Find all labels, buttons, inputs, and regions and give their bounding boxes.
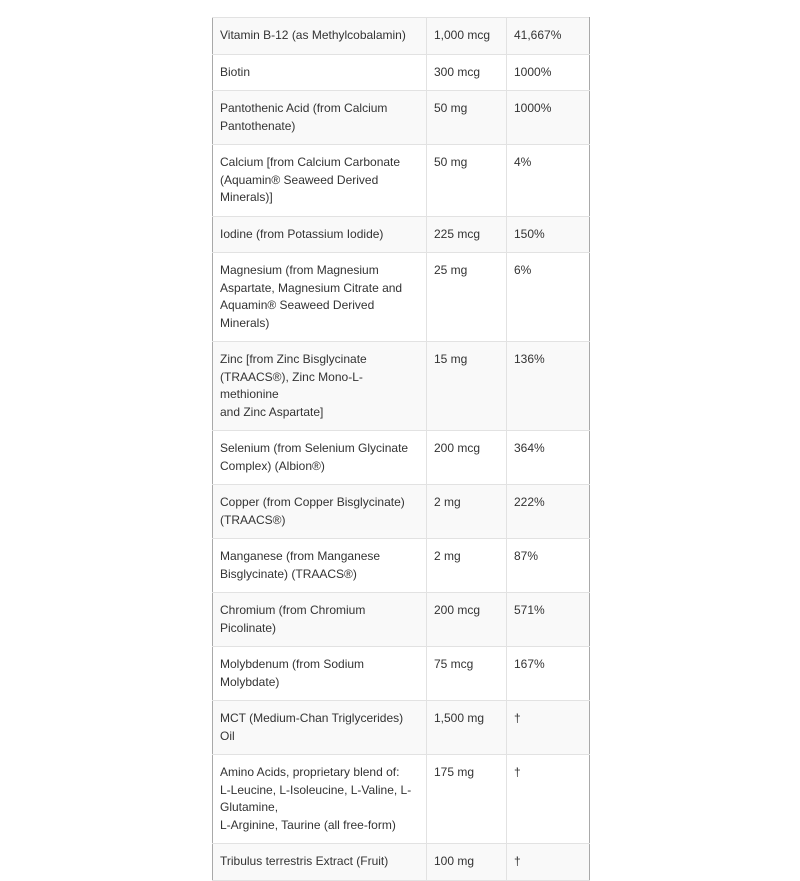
daily-value: 167% bbox=[514, 657, 545, 671]
amount-cell bbox=[427, 216, 507, 253]
table-row bbox=[213, 216, 590, 253]
amount-value: 1,500 mg bbox=[434, 711, 485, 725]
ingredient-name-cell bbox=[213, 755, 427, 844]
table-row bbox=[213, 701, 590, 755]
daily-value-cell bbox=[507, 216, 590, 253]
ingredient-name-cell bbox=[213, 701, 427, 755]
amount-value: 200 mcg bbox=[434, 603, 481, 617]
daily-value-cell bbox=[507, 253, 590, 342]
table-row bbox=[213, 539, 590, 593]
daily-value: 136% bbox=[514, 352, 545, 366]
daily-value: 4% bbox=[514, 155, 532, 169]
daily-value-cell bbox=[507, 485, 590, 539]
amount-cell bbox=[427, 485, 507, 539]
amount-cell bbox=[427, 342, 507, 431]
supplement-facts-table-container bbox=[212, 17, 589, 881]
ingredient-name: Calcium [from Calcium Carbonate (Aquamin® Seaweed Derived Minerals)] bbox=[220, 155, 401, 204]
daily-value-cell bbox=[507, 145, 590, 217]
amount-value: 200 mcg bbox=[434, 441, 481, 455]
table-row bbox=[213, 844, 590, 881]
amount-value: 50 mg bbox=[434, 155, 468, 169]
table-row bbox=[213, 485, 590, 539]
daily-value-cell bbox=[507, 54, 590, 91]
daily-value-cell bbox=[507, 755, 590, 844]
amount-cell bbox=[427, 18, 507, 55]
amount-value: 25 mg bbox=[434, 263, 468, 277]
amount-cell bbox=[427, 647, 507, 701]
amount-cell bbox=[427, 593, 507, 647]
daily-value: 364% bbox=[514, 441, 545, 455]
daily-value: † bbox=[514, 711, 521, 725]
amount-value: 175 mg bbox=[434, 765, 475, 779]
amount-cell bbox=[427, 755, 507, 844]
ingredient-name-cell bbox=[213, 91, 427, 145]
supplement-facts-table bbox=[212, 17, 590, 881]
table-row bbox=[213, 18, 590, 55]
ingredient-name-cell bbox=[213, 18, 427, 55]
ingredient-name: Iodine (from Potassium Iodide) bbox=[220, 226, 384, 241]
daily-value: 6% bbox=[514, 263, 532, 277]
daily-value: 150% bbox=[514, 226, 545, 241]
ingredient-name-cell bbox=[213, 145, 427, 217]
daily-value: 222% bbox=[514, 495, 545, 509]
amount-cell bbox=[427, 701, 507, 755]
daily-value-cell bbox=[507, 18, 590, 55]
amount-value: 225 mcg bbox=[434, 226, 481, 241]
ingredient-name-cell bbox=[213, 216, 427, 253]
daily-value-cell bbox=[507, 342, 590, 431]
amount-value: 300 mcg bbox=[434, 64, 481, 79]
amount-value: 1,000 mcg bbox=[434, 28, 491, 42]
table-row bbox=[213, 54, 590, 91]
amount-cell bbox=[427, 844, 507, 881]
ingredient-name-cell bbox=[213, 539, 427, 593]
ingredient-name-cell bbox=[213, 844, 427, 881]
ingredient-name: Amino Acids, proprietary blend of: L-Leucine, L-Isoleucine, L-Valine, L- Glutamine, L-Arginine, Taurine (all free-form) bbox=[220, 765, 412, 832]
amount-value: 15 mg bbox=[434, 352, 468, 366]
ingredient-name: Zinc [from Zinc Bisglycinate (TRAACS®), Zinc Mono-L-methionine and Zinc Aspartate] bbox=[220, 352, 367, 419]
ingredient-name-cell bbox=[213, 647, 427, 701]
daily-value: 41,667% bbox=[514, 28, 562, 42]
amount-value: 100 mg bbox=[434, 854, 475, 868]
amount-cell bbox=[427, 539, 507, 593]
table-row bbox=[213, 91, 590, 145]
daily-value: 87% bbox=[514, 549, 539, 563]
ingredient-name-cell bbox=[213, 342, 427, 431]
amount-value: 75 mcg bbox=[434, 657, 474, 671]
ingredient-name: MCT (Medium-Chan Triglycerides) Oil bbox=[220, 711, 404, 743]
ingredient-name: Molybdenum (from Sodium Molybdate) bbox=[220, 657, 365, 689]
ingredient-name: Selenium (from Selenium Glycinate Complex) (Albion®) bbox=[220, 441, 409, 473]
ingredient-name: Pantothenic Acid (from Calcium Pantothenate) bbox=[220, 101, 388, 133]
ingredient-name-cell bbox=[213, 593, 427, 647]
ingredient-name: Manganese (from Manganese Bisglycinate) (TRAACS®) bbox=[220, 549, 381, 581]
amount-cell bbox=[427, 253, 507, 342]
table-row bbox=[213, 145, 590, 217]
table-body bbox=[213, 18, 590, 881]
ingredient-name: Chromium (from Chromium Picolinate) bbox=[220, 603, 366, 635]
ingredient-name: Copper (from Copper Bisglycinate) (TRAACS®) bbox=[220, 495, 405, 527]
ingredient-name: Magnesium (from Magnesium Aspartate, Magnesium Citrate and Aquamin® Seaweed Derived Minerals) bbox=[220, 263, 403, 330]
amount-cell bbox=[427, 91, 507, 145]
amount-cell bbox=[427, 431, 507, 485]
table-row bbox=[213, 431, 590, 485]
ingredient-name-cell bbox=[213, 54, 427, 91]
daily-value-cell bbox=[507, 701, 590, 755]
amount-value: 2 mg bbox=[434, 549, 461, 563]
ingredient-name: Biotin bbox=[220, 64, 251, 79]
ingredient-name-cell bbox=[213, 253, 427, 342]
table-row bbox=[213, 253, 590, 342]
daily-value: 571% bbox=[514, 603, 545, 617]
ingredient-name-cell bbox=[213, 431, 427, 485]
daily-value-cell bbox=[507, 647, 590, 701]
daily-value: 1000% bbox=[514, 101, 552, 115]
amount-cell bbox=[427, 145, 507, 217]
daily-value: † bbox=[514, 765, 521, 779]
amount-value: 2 mg bbox=[434, 495, 461, 509]
ingredient-name: Vitamin B-12 (as Methylcobalamin) bbox=[220, 28, 406, 42]
ingredient-name-cell bbox=[213, 485, 427, 539]
daily-value: 1000% bbox=[514, 64, 552, 79]
daily-value-cell bbox=[507, 844, 590, 881]
daily-value-cell bbox=[507, 91, 590, 145]
amount-cell bbox=[427, 54, 507, 91]
table-row bbox=[213, 593, 590, 647]
table-row bbox=[213, 647, 590, 701]
table-row bbox=[213, 342, 590, 431]
table-row bbox=[213, 755, 590, 844]
daily-value-cell bbox=[507, 539, 590, 593]
daily-value-cell bbox=[507, 593, 590, 647]
daily-value: † bbox=[514, 854, 521, 868]
amount-value: 50 mg bbox=[434, 101, 468, 115]
daily-value-cell bbox=[507, 431, 590, 485]
ingredient-name: Tribulus terrestris Extract (Fruit) bbox=[220, 854, 389, 868]
